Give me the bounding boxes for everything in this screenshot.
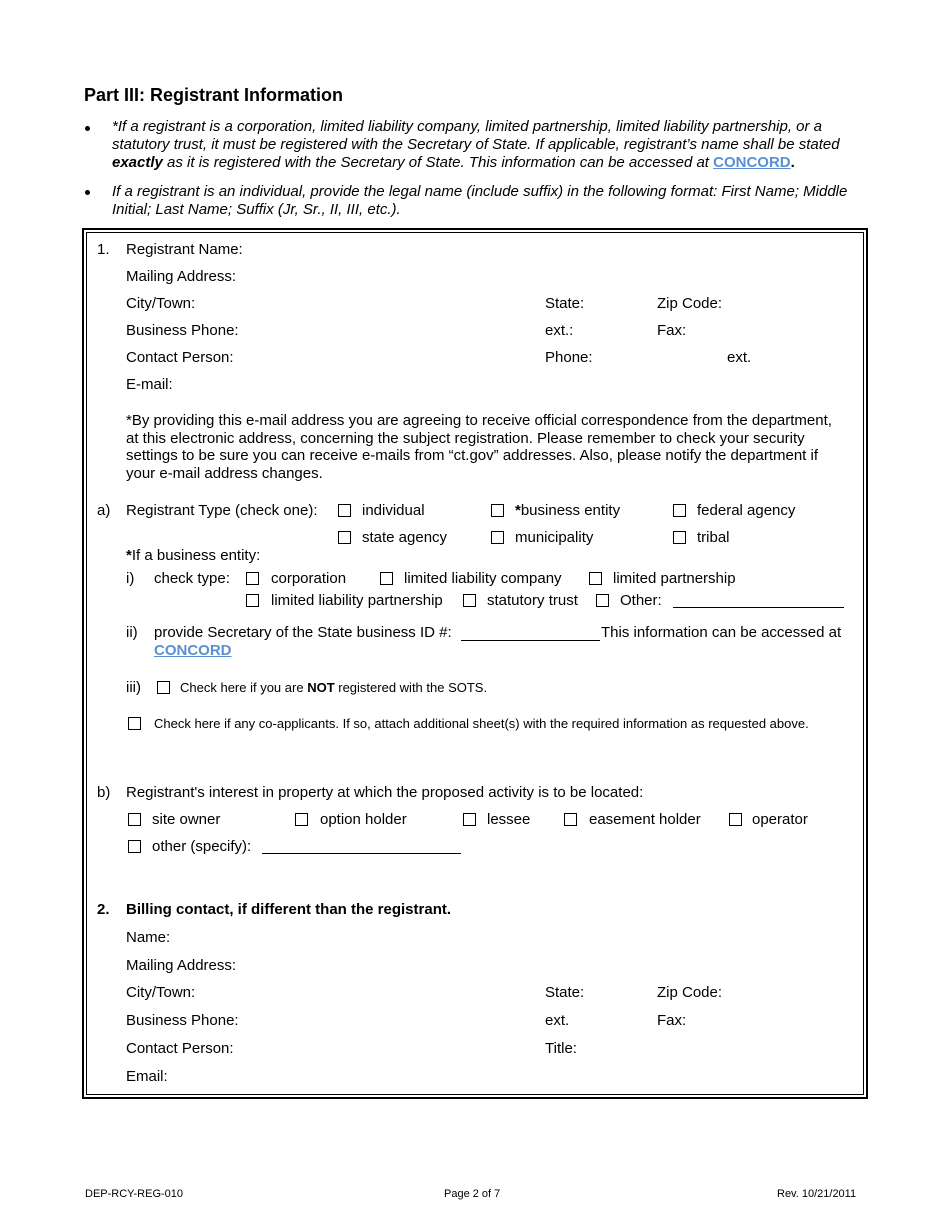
state-label: State: [545, 295, 585, 312]
email-label: E-mail: [126, 376, 173, 393]
statutory-trust-checkbox[interactable] [463, 594, 476, 607]
llp-checkbox[interactable] [246, 594, 259, 607]
property-interest-label: Registrant's interest in property at which the proposed activity is to be located: [126, 784, 644, 801]
other-type-checkbox[interactable] [596, 594, 609, 607]
llc-checkbox[interactable] [380, 572, 393, 585]
statutory-trust-label: statutory trust [487, 592, 578, 609]
fax-label: Fax: [657, 322, 687, 339]
llc-label: limited liability company [404, 570, 562, 587]
billing-name-label: Name: [126, 929, 171, 946]
operator-label: operator [752, 811, 808, 828]
business-id-note: This information can be accessed at [601, 624, 842, 641]
item-iii-label: iii) [126, 679, 141, 696]
registrant-name-label: Registrant Name: [126, 241, 243, 258]
other-interest-checkbox[interactable] [128, 840, 141, 853]
page-number: Page 2 of 7 [444, 1188, 501, 1200]
other-type-label: Other: [620, 592, 662, 609]
municipality-checkbox[interactable] [491, 531, 504, 544]
other-interest-input-line[interactable] [262, 853, 461, 854]
business-phone-label: Business Phone: [126, 322, 239, 339]
business-entity-note [126, 547, 260, 565]
city-label: City/Town: [126, 295, 196, 312]
site-owner-label: site owner [152, 811, 221, 828]
billing-state-label: State: [545, 984, 585, 1001]
business-entity-text: business entity [520, 502, 621, 519]
site-owner-checkbox[interactable] [128, 813, 141, 826]
business-id-input-line[interactable] [461, 640, 600, 641]
operator-checkbox[interactable] [729, 813, 742, 826]
easement-holder-label: easement holder [589, 811, 701, 828]
billing-contact-person-label: Contact Person: [126, 1040, 234, 1057]
item-ii-label: ii) [126, 624, 138, 641]
billing-contact-title: Billing contact, if different than the registrant. [126, 901, 452, 918]
bullet-dot [85, 190, 90, 195]
municipality-label: municipality [515, 529, 594, 546]
concord-link[interactable]: CONCORD [713, 154, 791, 171]
mailing-address-label: Mailing Address: [126, 268, 237, 285]
bullet-corporation-note [112, 118, 872, 172]
billing-email-label: Email: [126, 1068, 168, 1085]
not-registered-post: registered with the SOTS. [334, 680, 488, 695]
not-registered-bold: NOT [307, 680, 335, 695]
business-note-text: If a business entity: [131, 547, 261, 564]
billing-ext-label: ext. [545, 1012, 570, 1029]
not-registered-label [180, 679, 487, 696]
billing-title-label: Title: [545, 1040, 577, 1057]
zip-label: Zip Code: [657, 295, 723, 312]
bullet-1-text-2: as it is registered with the Secretary of State. This information can be accessed at [162, 154, 714, 171]
lessee-checkbox[interactable] [463, 813, 476, 826]
easement-holder-checkbox[interactable] [564, 813, 577, 826]
other-type-input-line[interactable] [673, 607, 844, 608]
section-1-number: 1. [97, 241, 110, 258]
option-holder-checkbox[interactable] [295, 813, 308, 826]
corporation-checkbox[interactable] [246, 572, 259, 585]
phone-ext-label: ext. [727, 349, 752, 366]
bullet-1-bold: exactly [112, 154, 163, 171]
billing-business-phone-label: Business Phone: [126, 1012, 239, 1029]
business-entity-star: * [515, 502, 521, 519]
section-2-number: 2. [97, 901, 110, 918]
revision-date: Rev. 10/21/2011 [777, 1188, 857, 1200]
federal-agency-label: federal agency [697, 502, 796, 519]
corporation-label: corporation [271, 570, 347, 587]
concord-link-2[interactable]: CONCORD [154, 642, 232, 659]
form-id: DEP-RCY-REG-010 [85, 1188, 184, 1200]
billing-mailing-address-label: Mailing Address: [126, 957, 237, 974]
billing-fax-label: Fax: [657, 1012, 687, 1029]
limited-partnership-checkbox[interactable] [589, 572, 602, 585]
co-applicants-label: Check here if any co-applicants. If so, attach additional sheet(s) with the required information as requested above. [154, 716, 809, 731]
option-holder-label: option holder [320, 811, 407, 828]
state-agency-label: state agency [362, 529, 448, 546]
not-registered-pre: Check here if you are [180, 680, 308, 695]
registrant-type-label: Registrant Type (check one): [126, 502, 318, 519]
section-b-letter: b) [97, 784, 111, 801]
tribal-label: tribal [697, 529, 730, 546]
ext-label: ext.: [545, 322, 574, 339]
contact-person-label: Contact Person: [126, 349, 234, 366]
bullet-1-end: . [790, 154, 795, 171]
check-type-label: check type: [154, 570, 230, 587]
co-applicants-checkbox[interactable] [128, 717, 141, 730]
lessee-label: lessee [487, 811, 531, 828]
billing-city-label: City/Town: [126, 984, 196, 1001]
business-id-label: provide Secretary of the State business ID #: [154, 624, 452, 641]
state-agency-checkbox[interactable] [338, 531, 351, 544]
individual-label: individual [362, 502, 425, 519]
tribal-checkbox[interactable] [673, 531, 686, 544]
billing-zip-label: Zip Code: [657, 984, 723, 1001]
not-registered-checkbox[interactable] [157, 681, 170, 694]
bullet-dot [85, 126, 90, 131]
business-entity-label [515, 502, 620, 520]
business-note-star: * [126, 547, 132, 564]
federal-agency-checkbox[interactable] [673, 504, 686, 517]
email-disclaimer: *By providing this e-mail address you are agreeing to receive official correspondence from the department, at this electronic address, concerning the subject registration. Please remember to check your security settings to be sure you can receive e-mails from “ct.gov” addresses. Also, please notify the department if your e-mail address changes. [126, 412, 832, 482]
section-a-letter: a) [97, 502, 111, 519]
other-interest-label: other (specify): [152, 838, 252, 855]
individual-checkbox[interactable] [338, 504, 351, 517]
llp-label: limited liability partnership [271, 592, 443, 609]
bullet-individual-note: If a registrant is an individual, provide the legal name (include suffix) in the following format: First Name; Middle Initial; Last Name; Suffix (Jr, Sr., II, III, etc.). [112, 183, 848, 218]
business-entity-checkbox[interactable] [491, 504, 504, 517]
item-i-label: i) [126, 570, 135, 587]
limited-partnership-label: limited partnership [613, 570, 736, 587]
page-title: Part III: Registrant Information [84, 85, 344, 105]
phone-label: Phone: [545, 349, 593, 366]
bullet-1-text: *If a registrant is a corporation, limited liability company, limited partnership, limited liability partnership, or a statutory trust, it must be registered with the Secretary of State. If applicable, registrant’s name shall be stated [112, 118, 840, 153]
